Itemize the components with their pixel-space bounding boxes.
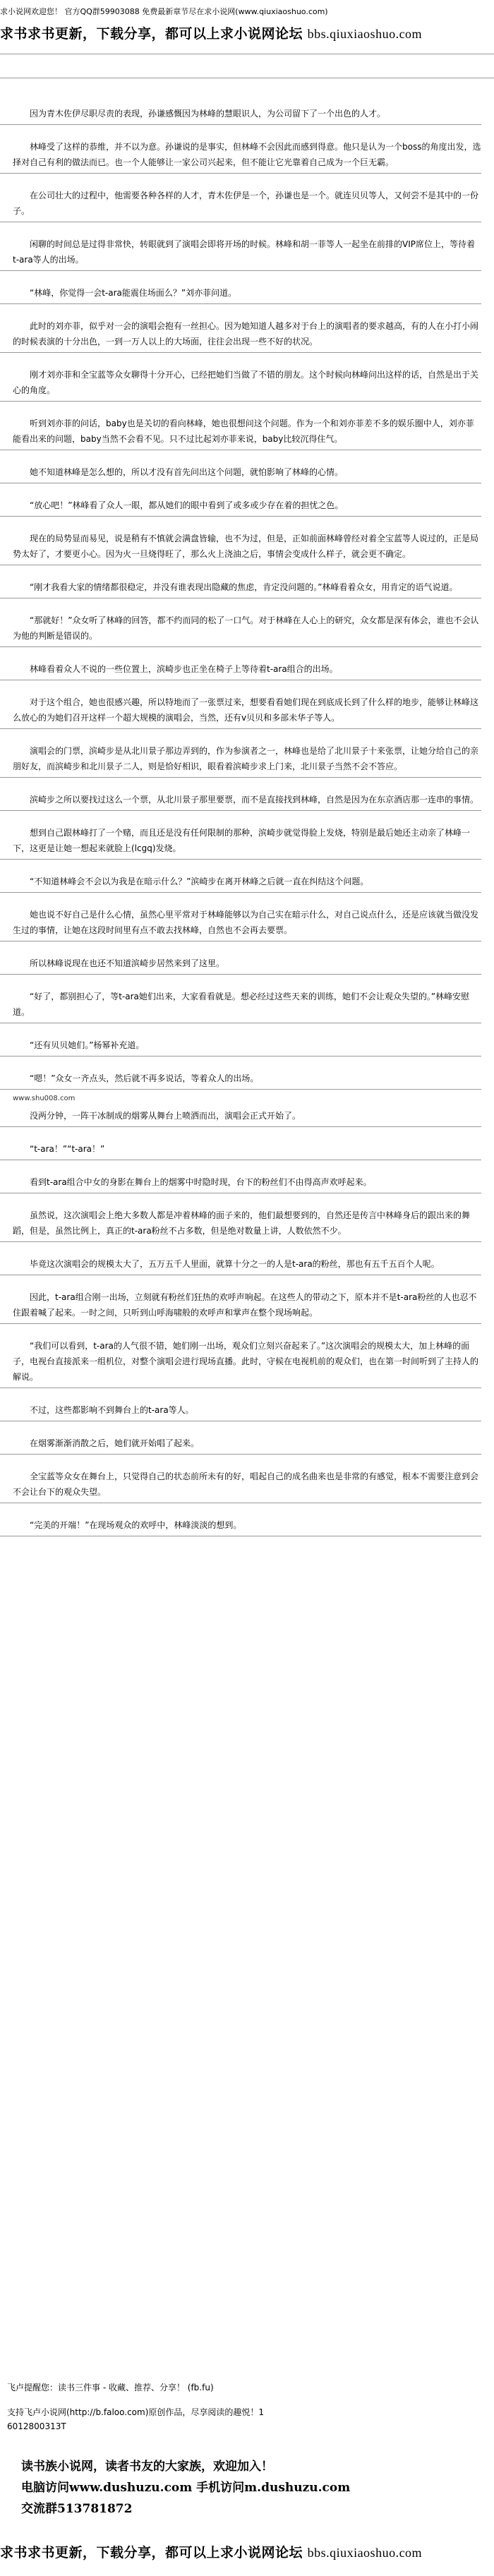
paragraph <box>0 1071 481 1104</box>
paragraph <box>0 1037 481 1057</box>
paragraph-text: “刚才我看大家的情绪都很稳定，并没有谁表现出隐藏的焦虑，肯定没问题的。”林峰看着众女，用肯定的语气说道。 <box>30 582 458 592</box>
paragraph-divider <box>0 1089 481 1090</box>
paragraph-divider <box>0 646 481 647</box>
paragraph-text: 不过，这些都影响不到舞台上的t-ara等人。 <box>30 1405 194 1415</box>
paragraph <box>0 825 481 860</box>
paragraph-text: 在公司壮大的过程中，他需要各种各样的人才，青木佐伊是一个，孙谦也是一个。就连贝贝等人，又何尝不是其中的一份子。 <box>13 191 479 216</box>
paragraph-text: 虽然说，这次演唱会上绝大多数人都是冲着林峰的面子来的，他们最想要到的，自然还是传言中林峰身后的跟出来的舞蹈，但是，虽然比例上，真正的t-ara粉丝不占多数，但是绝对数量上讲，人数依然不少。 <box>13 1210 471 1236</box>
paragraph <box>0 367 481 402</box>
paragraph-text: “林峰，你觉得一会t-ara能震住场面么？”刘亦菲问道。 <box>30 288 237 298</box>
paragraph <box>0 106 481 125</box>
paragraph-divider <box>0 810 481 811</box>
paragraph-divider <box>0 728 481 729</box>
paragraph <box>0 694 481 729</box>
paragraph-text: 在烟雾渐渐消散之后，她们就开始唱了起来。 <box>30 1438 200 1448</box>
paragraph-divider <box>0 1323 481 1324</box>
paragraph <box>0 1141 481 1160</box>
paragraph-text: “不知道林峰会不会以为我是在暗示什么？”滨崎步在离开林峰之后就一直在纠结这个问题。 <box>30 877 369 886</box>
paragraph-text: 她也说不好自己是什么心情，虽然心里平常对于林峰能够以为自己实在暗示什么，对自己说点什么，还是应该就当做没发生过的事情，让她在这段时间里有点不敢去找林峰，自然也不会再去要票。 <box>13 910 479 935</box>
banner-text: 求书求书更新，下载分享，都可以上求小说网论坛 <box>0 2545 303 2560</box>
promo-access-links[interactable]: 电脑访问www.dushuzu.com 手机访问m.dushuzu.com <box>21 2481 351 2495</box>
promo-welcome: 读书族小说网，读者书友的大家族，欢迎加入！ <box>21 2460 273 2474</box>
paragraph-divider <box>0 1454 481 1455</box>
paragraph-text: 所以林峰说现在也还不知道滨崎步居然来到了这里。 <box>30 958 225 968</box>
paragraph-text: 林峰受了这样的恭维，并不以为意。孙谦说的是事实，但林峰不会因此而感到得意。他只是认为一个boss的角度出发，选择对自己有利的做法而已。也一个人能够让一家公司兴起来，但不能让它光靠着自己成为一个巨无霸。 <box>13 142 481 167</box>
top-notice: 求小说网欢迎您！ 官方QQ群59903088 免费最新章节尽在求小说网(www.qiuxiaoshuo.com) <box>0 7 328 16</box>
paragraph-divider <box>0 1241 481 1242</box>
paragraph-text: 演唱会的门票，滨崎步是从北川景子那边弄到的，作为参演者之一，林峰也是给了北川景子十来张票，让她分给自己的亲朋好友，而滨崎步和北川景子二人，则是恰好相识，眼看着滨崎步求上门来，北川景子当然不会不答应。 <box>13 746 479 771</box>
paragraph-divider <box>0 777 481 778</box>
paragraph-divider <box>0 892 481 893</box>
paragraph-divider <box>0 173 481 174</box>
paragraph <box>0 1108 481 1127</box>
paragraph-text: “放心吧！”林峰看了众人一眼，都从她们的眼中看到了或多或少存在着的担忧之色。 <box>30 500 344 510</box>
paragraph <box>0 1208 481 1242</box>
support-line-text[interactable]: 支持飞卢小说网(http://b.faloo.com)原创作品，尽享阅读的趣悦！1 <box>7 2407 265 2417</box>
paragraph <box>0 907 481 941</box>
paragraph <box>0 989 481 1023</box>
paragraph <box>0 1256 481 1275</box>
id-number-text: 6012800313T <box>7 2421 66 2431</box>
paragraph-text: 滨崎步之所以要找过这么一个票，从北川景子那里要票，而不是直接找到林峰，自然是因为在东京酒店那一连串的事情。 <box>30 795 479 805</box>
banner-text: 求书求书更新，下载分享，都可以上求小说网论坛 <box>0 26 303 42</box>
paragraph <box>0 1338 481 1388</box>
paragraph <box>0 236 481 271</box>
paragraph-divider <box>0 516 481 517</box>
paragraph-text: 全宝蓝等众女在舞台上，只觉得自己的状态前所未有的好，唱起自己的成名曲来也是非常的有感觉，根本不需要注意到会不会让台下的观众失望。 <box>13 1471 479 1497</box>
watermark-text: www.shu008.com <box>13 1095 76 1102</box>
paragraph <box>0 416 481 450</box>
paragraph-text: “完美的开端！”在现场观众的欢呼中，林峰淡淡的想到。 <box>30 1520 242 1530</box>
paragraph <box>0 318 481 353</box>
banner-site-link[interactable]: bbs.qiuxiaoshuo.com <box>307 2546 423 2560</box>
promo-group-number: 交流群513781872 <box>21 2502 133 2516</box>
paragraph <box>0 1436 481 1455</box>
chapter-content <box>0 106 481 1551</box>
paragraph <box>0 498 481 517</box>
paragraph <box>0 139 481 174</box>
paragraph-text: “还有贝贝她们。”杨幂补充道。 <box>30 1040 145 1050</box>
paragraph-text: 此时的刘亦菲，似乎对一会的演唱会抱有一丝担心。因为她知道人越多对于台上的演唱者的要求越高，有的人在小打小闹的时候表演的十分出色，一到一万人以上的大场面，往往会出现一些不好的状况。 <box>13 321 479 347</box>
paragraph <box>0 743 481 778</box>
paragraph-text: “我们可以看到，t-ara的人气很不错，她们刚一出场，观众们立刻兴奋起来了。”这次演唱会的规模太大，加上林峰的面子，电视台直接派来一组机位，对整个演唱会进行现场直播。此时，守候在电视机前的观众们，也在第一时间听到了主持人的解说。 <box>13 1341 479 1382</box>
paragraph-text: 刚才刘亦菲和全宝蓝等众女聊得十分开心，已经把她们当做了不错的朋友。这个时候向林峰问出这样的话，自然是出于关心的角度。 <box>13 370 479 395</box>
paragraph-text: 她不知道林峰是怎么想的，所以才没有首先问出这个问题，就怕影响了林峰的心情。 <box>30 467 344 477</box>
paragraph <box>0 1517 481 1536</box>
paragraph <box>0 792 481 811</box>
paragraph <box>0 956 481 975</box>
paragraph-text: “好了，都别担心了，等t-ara她们出来，大家看看就是。想必经过这些天来的训练，她们不会让观众失望的。”林峰安慰道。 <box>13 992 470 1017</box>
paragraph <box>0 188 481 222</box>
paragraph-text: 因此，t-ara组合刚一出场，立刻就有粉丝们狂热的欢呼声响起。在这些人的带动之下，原本并不是t-ara粉丝的人也忍不住跟着喊了起来。一时之间，只听到山呼海啸般的欢呼声和掌声在整个现场响起。 <box>13 1292 477 1318</box>
paragraph <box>0 1289 481 1324</box>
banner-site-link[interactable]: bbs.qiuxiaoshuo.com <box>307 27 423 41</box>
paragraph <box>0 285 481 304</box>
paragraph-divider <box>0 124 481 125</box>
paragraph-text: 没两分钟，一阵干冰制成的烟雾从舞台上喷洒而出，演唱会正式开始了。 <box>30 1111 301 1121</box>
paragraph <box>0 464 481 483</box>
paragraph-text: “那就好！”众女听了林峰的回答，都不约而同的松了一口气。对于林峰在人心上的研究，众女都是深有体会，谁也不会认为他的判断是错误的。 <box>13 615 479 641</box>
paragraph-text: 闲聊的时间总是过得非常快，转眼就到了演唱会即将开场的时候。林峰和胡一菲等人一起坐在前排的VIP席位上，等待着t-ara等人的出场。 <box>13 239 475 265</box>
paragraph-text: 看到t-ara组合中女的身影在舞台上的烟雾中时隐时现，台下的粉丝们不由得高声欢呼起来。 <box>30 1177 372 1187</box>
paragraph-divider <box>0 303 481 304</box>
promo-block <box>21 2456 480 2520</box>
paragraph <box>0 1174 481 1193</box>
paragraph-divider <box>0 859 481 860</box>
paragraph <box>0 874 481 893</box>
paragraph <box>0 1469 481 1503</box>
paragraph-divider <box>0 974 481 975</box>
paragraph-text: 林峰看着众人不说的一些位置上，滨崎步也正坐在椅子上等待着t-ara组合的出场。 <box>30 664 338 674</box>
site-banner-top[interactable] <box>0 25 494 42</box>
paragraph <box>0 661 481 680</box>
fly-reminder-text: 飞卢提醒您：读书三件事 - 收藏、推荐、分享！ (fb.fu) <box>7 2383 214 2393</box>
paragraph-text: 听到刘亦菲的问话，baby也是关切的看向林峰，她也很想问这个问题。作为一个和刘亦菲差不多的娱乐圈中人，刘亦菲能看出来的问题，baby当然不会看不见。只不过比起刘亦菲来说，baby比较沉得住气。 <box>13 419 474 444</box>
paragraph-text: 想到自己跟林峰打了一个赌，而且还是没有任何限制的那种，滨崎步就觉得脸上发烧，特别是最后她还主动亲了林峰一下，这更是让她一想起来就脸上(lcgq)发烧。 <box>13 828 471 853</box>
paragraph-divider <box>0 1056 481 1057</box>
paragraph-text: 对于这个组合，她也很感兴趣，所以特地而了一张票过来，想要看看她们现在到底成长到了什么样的地步，能够让林峰这么放心的为她们召开这样一个超大规模的演唱会，当然，还有v贝贝和多部未华子等人。 <box>13 697 479 723</box>
paragraph-divider <box>0 352 481 353</box>
paragraph-text: “嗯！”众女一齐点头，然后就不再多说话，等着众人的出场。 <box>30 1073 259 1083</box>
paragraph-divider <box>0 270 481 271</box>
paragraph-divider <box>0 1126 481 1127</box>
paragraph <box>0 579 481 598</box>
paragraph-divider <box>0 401 481 402</box>
site-banner-bottom[interactable] <box>0 2544 494 2561</box>
paragraph <box>0 613 481 647</box>
paragraph <box>0 531 481 565</box>
paragraph-text: 因为青木佐伊尽职尽责的表现，孙谦感慨因为林峰的慧眼识人，为公司留下了一个出色的人才。 <box>30 109 386 119</box>
paragraph-text: 毕竟这次演唱会的规模太大了，五万五千人里面，就算十分之一的人是t-ara的粉丝，那也有五千五百个人呢。 <box>30 1259 440 1269</box>
paragraph-text: “t-ara！”“t-ara！” <box>30 1144 105 1154</box>
paragraph <box>0 1402 481 1421</box>
paragraph-text: 现在的局势显而易见，说是稍有不慎就会满盘皆输，也不为过，但是，正如前面林峰曾经对着全宝蓝等人说过的，正是局势太好了，才要更小心。因为火一旦烧得旺了，那么火上浇油之后，事情会变成什么样子，就会更不确定。 <box>13 534 479 559</box>
